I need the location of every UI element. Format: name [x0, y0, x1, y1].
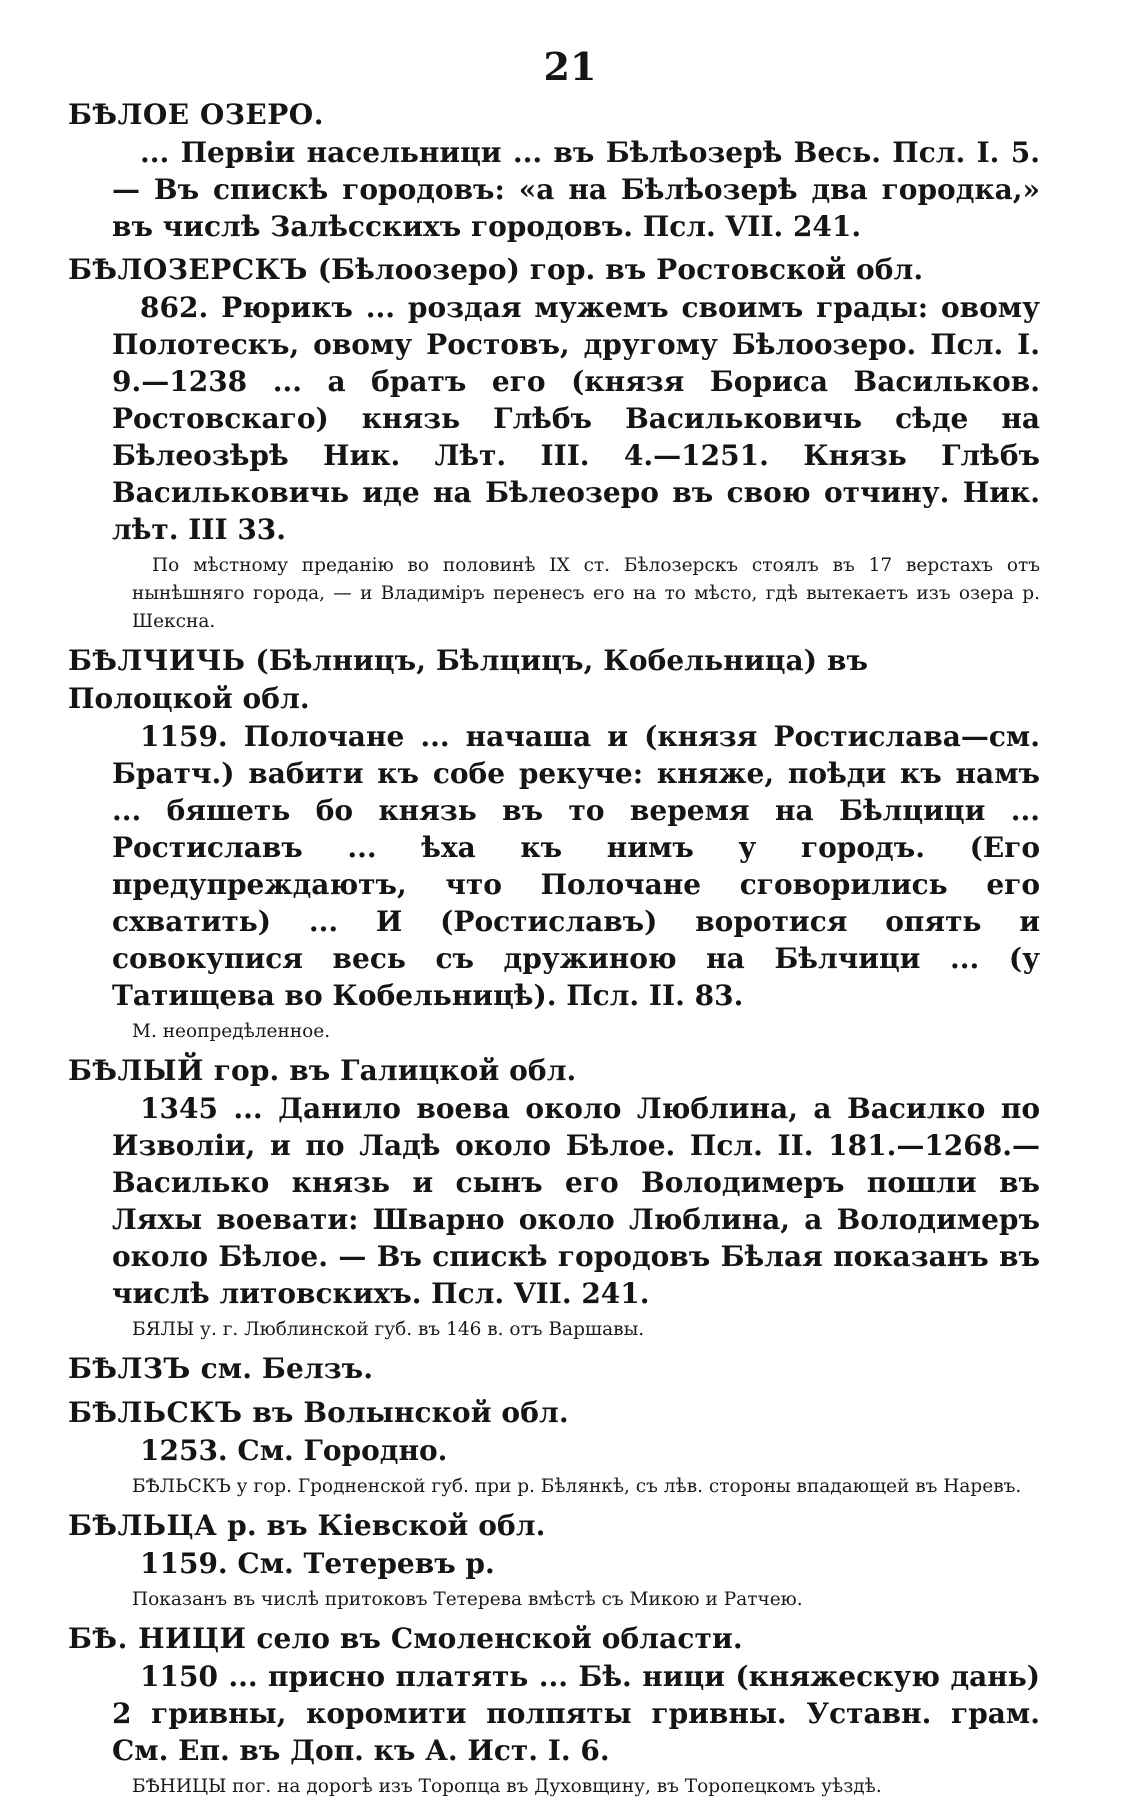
dictionary-entry	[68, 1350, 1040, 1388]
entry-headline	[68, 1052, 1040, 1090]
entry-body: 1159. См. Тетеревъ р.	[140, 1547, 495, 1580]
dictionary-entry	[68, 96, 1040, 245]
entry-body: 1345 ... Данило воева около Люблина, а Василко по Изволіи, и по Ладѣ около Бѣлое. Псл. II. 181.—1268.—Василько князь и сынъ его Володимеръ пошли въ Ляхы воевати: Шварно около Люблина, а Володимеръ около Бѣлое. — Въ спискѣ городовъ Бѣлая показанъ въ числѣ литовскихъ. Псл. VII. 241.	[112, 1092, 1040, 1310]
entry-note: Показанъ въ числѣ притоковъ Тетерева вмѣстѣ съ Микою и Ратчею.	[132, 1589, 803, 1610]
entry-headline	[68, 96, 1040, 134]
entry-headline	[68, 1350, 1040, 1388]
entry-note: БѢНИЦЫ пог. на дорогѣ изъ Торопца въ Духовщину, въ Торопецкомъ уѣздѣ.	[132, 1776, 882, 1797]
entry-body: 1253. См. Городно.	[140, 1434, 448, 1467]
dictionary-entry	[68, 642, 1040, 1046]
entry-headword: БѢЛЗЪ	[68, 1352, 191, 1385]
entry-headword-rest: въ Волынской обл.	[242, 1396, 569, 1429]
entry-body: 1150 ... присно платять ... Бѣ. ници (княжескую дань) 2 гривны, коромити полпяты гривны. Уставн. грам. См. Еп. въ Доп. къ А. Ист. I. 6.	[112, 1660, 1040, 1767]
entry-headword: БѢЛЬЦА	[68, 1509, 218, 1542]
entry-headword: БѢЛОЕ ОЗЕРО.	[68, 98, 324, 131]
entry-headline	[68, 1620, 1040, 1658]
page-number: 21	[543, 44, 597, 89]
dictionary-entry	[68, 1620, 1040, 1801]
entry-headline	[68, 642, 1040, 718]
entry-note: По мѣстному преданію во половинѣ IX ст. Бѣлозерскъ стоялъ въ 17 верстахъ отъ нынѣшняго города, — и Владиміръ перенесъ его на то мѣсто, гдѣ вытекаетъ изъ озера р. Шексна.	[132, 555, 1040, 632]
entry-note: БЯЛЫ у. г. Люблинской губ. въ 146 в. отъ Варшавы.	[132, 1319, 645, 1340]
dictionary-content	[68, 96, 1040, 1801]
entry-headword-rest: см. Белзъ.	[190, 1352, 374, 1385]
entry-headword-rest: село въ Смоленской области.	[246, 1622, 743, 1655]
entry-note: БѢЛЬСКЪ у гор. Гродненской губ. при р. Бѣлянкѣ, съ лѣв. стороны впадающей въ Наревъ.	[132, 1476, 1022, 1497]
entry-body: ... Первіи насельници ... въ Бѣлѣозерѣ Весь. Псл. I. 5. — Въ спискѣ городовъ: «а на Бѣлѣозерѣ два городка,» въ числѣ Залѣсскихъ городовъ. Псл. VII. 241.	[112, 136, 1040, 243]
dictionary-entry	[68, 251, 1040, 636]
dictionary-entry	[68, 1507, 1040, 1614]
entry-headword: БѢЛЫЙ	[68, 1054, 204, 1087]
entry-headline	[68, 1507, 1040, 1545]
entry-body: 1159. Полочане ... начаша и (князя Ростислава—см. Братч.) вабити къ собе рекуче: княже, поѣди къ намъ ... бяшеть бо князь въ то веремя на Бѣлцици ... Ростиславъ ... ѣха къ нимъ у городъ. (Его предупреждаютъ, что Полочане сговорились его схватить) ... И (Ростиславъ) воротися опять и совокупися весь съ дружиною на Бѣлчици ... (у Татищева во Кобельницѣ). Псл. II. 83.	[112, 720, 1040, 1012]
entry-body: 862. Рюрикъ ... роздая мужемъ своимъ грады: овому Полотескъ, овому Ростовъ, другому Бѣлоозеро. Псл. I. 9.—1238 ... а братъ его (князя Бориса Васильков. Ростовскаго) князь Глѣбъ Васильковичь сѣде на Бѣлеозѣрѣ Ник. Лѣт. III. 4.—1251. Князь Глѣбъ Васильковичь иде на Бѣлеозеро въ свою отчину. Ник. лѣт. III 33.	[112, 291, 1040, 546]
dictionary-entry	[68, 1394, 1040, 1501]
dictionary-entry	[68, 1052, 1040, 1344]
entry-note: М. неопредѣленное.	[132, 1021, 331, 1042]
entry-headword: БѢЛЬСКЪ	[68, 1396, 243, 1429]
entry-headline	[68, 1394, 1040, 1432]
entry-headword-rest: (Бѣлоозеро) гор. въ Ростовской обл.	[307, 253, 924, 286]
entry-headword-rest: (Бѣлницъ, Бѣлцицъ, Кобельница) въ Полоцкой обл.	[68, 644, 869, 715]
entry-headword-rest: гор. въ Галицкой обл.	[203, 1054, 577, 1087]
entry-headword-rest: р. въ Кіевской обл.	[217, 1509, 546, 1542]
entry-headline	[68, 251, 1040, 289]
entry-headword: БѢ. НИЦИ	[68, 1622, 247, 1655]
entry-headword: БѢЛОЗЕРСКЪ	[68, 253, 308, 286]
entry-headword: БѢЛЧИЧЬ	[68, 644, 246, 677]
